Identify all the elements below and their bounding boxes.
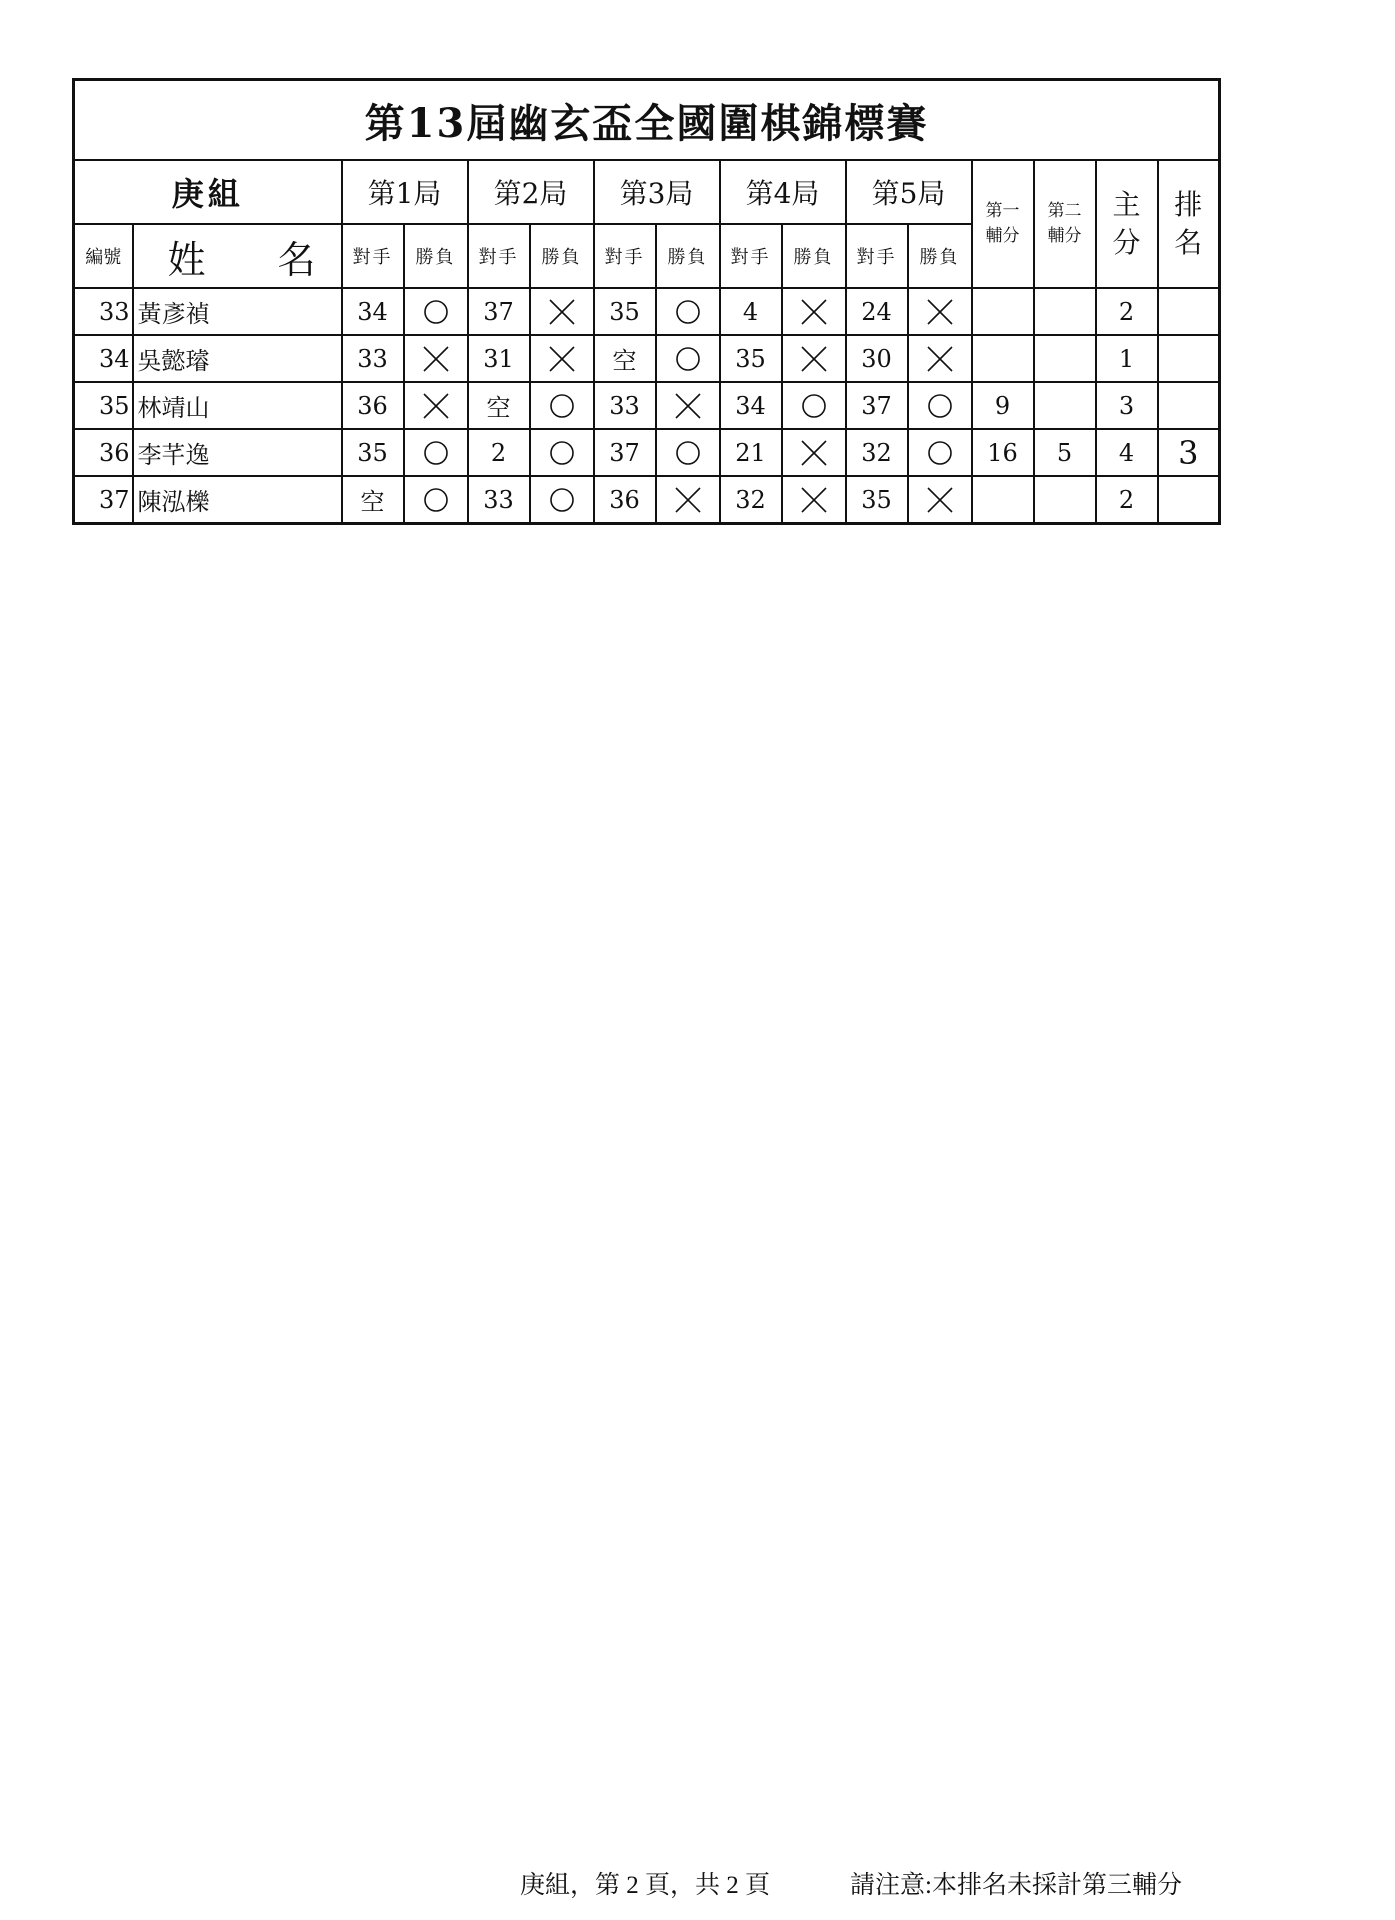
bonus1-header-line2: 輔分 bbox=[985, 226, 1020, 246]
main-score-cell: 2 bbox=[1096, 476, 1158, 524]
loss-cross-icon bbox=[925, 344, 955, 374]
bonus2-cell bbox=[1034, 288, 1096, 335]
rank-cell bbox=[1158, 335, 1220, 382]
rank-cell bbox=[1158, 382, 1220, 429]
main-score-cell: 3 bbox=[1096, 382, 1158, 429]
player-number: 36 bbox=[74, 429, 133, 476]
main-score-cell: 2 bbox=[1096, 288, 1158, 335]
opponent-cell: 36 bbox=[342, 382, 404, 429]
main-score-header-line1: 主 bbox=[1112, 188, 1141, 222]
win-circle-icon bbox=[673, 344, 703, 374]
round-5-header: 第5局 bbox=[846, 160, 972, 224]
opponent-cell: 34 bbox=[720, 382, 782, 429]
result-header: 勝負 bbox=[656, 224, 720, 288]
loss-cross-icon bbox=[673, 485, 703, 515]
rank-header-line1: 排 bbox=[1174, 188, 1203, 222]
result-cell bbox=[404, 335, 468, 382]
opponent-cell: 33 bbox=[342, 335, 404, 382]
number-column-header: 編號 bbox=[74, 224, 133, 288]
result-cell bbox=[404, 429, 468, 476]
win-circle-icon bbox=[925, 391, 955, 421]
opponent-cell: 37 bbox=[594, 429, 656, 476]
result-cell bbox=[782, 382, 846, 429]
footer-note: 請注意:本排名未採計第三輔分 bbox=[850, 1872, 1182, 1899]
win-circle-icon bbox=[925, 438, 955, 468]
opponent-cell: 24 bbox=[846, 288, 908, 335]
bonus1-cell: 9 bbox=[972, 382, 1034, 429]
loss-cross-icon bbox=[925, 297, 955, 327]
bonus1-cell bbox=[972, 335, 1034, 382]
opponent-cell: 36 bbox=[594, 476, 656, 524]
result-cell bbox=[782, 335, 846, 382]
opponent-cell: 35 bbox=[846, 476, 908, 524]
bonus1-cell bbox=[972, 476, 1034, 524]
result-cell bbox=[530, 476, 594, 524]
opponent-cell: 34 bbox=[342, 288, 404, 335]
result-header: 勝負 bbox=[530, 224, 594, 288]
rank-header bbox=[1158, 160, 1220, 288]
name-header-char1: 姓 bbox=[167, 237, 206, 282]
bonus2-header-line1: 第二 bbox=[1047, 200, 1082, 221]
result-cell bbox=[530, 288, 594, 335]
bonus2-header bbox=[1034, 160, 1096, 288]
result-cell bbox=[908, 335, 972, 382]
rank-cell bbox=[1158, 476, 1220, 524]
bonus2-header-line2: 輔分 bbox=[1047, 226, 1082, 246]
loss-cross-icon bbox=[547, 344, 577, 374]
loss-cross-icon bbox=[421, 391, 451, 421]
loss-cross-icon bbox=[673, 391, 703, 421]
page-title: 第13屆幽玄盃全國圍棋錦標賽 bbox=[74, 80, 1220, 161]
table-row bbox=[74, 429, 1220, 476]
win-circle-icon bbox=[799, 391, 829, 421]
player-number: 34 bbox=[74, 335, 133, 382]
opponent-header: 對手 bbox=[342, 224, 404, 288]
result-cell bbox=[782, 288, 846, 335]
win-circle-icon bbox=[547, 485, 577, 515]
opponent-cell: 35 bbox=[720, 335, 782, 382]
result-cell bbox=[656, 335, 720, 382]
opponent-cell: 2 bbox=[468, 429, 530, 476]
player-rows bbox=[74, 288, 1220, 524]
win-circle-icon bbox=[547, 438, 577, 468]
result-cell bbox=[656, 288, 720, 335]
name-header-char2: 名 bbox=[277, 237, 316, 282]
round-3-header: 第3局 bbox=[594, 160, 720, 224]
opponent-cell: 33 bbox=[594, 382, 656, 429]
player-name: 林靖山 bbox=[133, 382, 342, 429]
player-name: 吳懿璿 bbox=[133, 335, 342, 382]
round-2-header: 第2局 bbox=[468, 160, 594, 224]
opponent-cell: 4 bbox=[720, 288, 782, 335]
result-cell bbox=[530, 429, 594, 476]
round-1-header: 第1局 bbox=[342, 160, 468, 224]
main-score-cell: 4 bbox=[1096, 429, 1158, 476]
table-row bbox=[74, 382, 1220, 429]
main-score-header bbox=[1096, 160, 1158, 288]
bonus2-cell: 5 bbox=[1034, 429, 1096, 476]
group-label: 庚組 bbox=[74, 160, 342, 224]
player-name: 黃彥禎 bbox=[133, 288, 342, 335]
result-header: 勝負 bbox=[404, 224, 468, 288]
result-cell bbox=[404, 288, 468, 335]
result-cell bbox=[908, 429, 972, 476]
loss-cross-icon bbox=[799, 485, 829, 515]
loss-cross-icon bbox=[799, 438, 829, 468]
opponent-cell: 32 bbox=[846, 429, 908, 476]
result-cell bbox=[656, 382, 720, 429]
footer-page-info: 庚組，第 2 頁，共 2 頁 bbox=[520, 1872, 771, 1899]
rank-cell: 3 bbox=[1158, 429, 1220, 476]
opponent-header: 對手 bbox=[720, 224, 782, 288]
main-score-header-line2: 分 bbox=[1112, 226, 1141, 259]
opponent-cell: 32 bbox=[720, 476, 782, 524]
round-4-header: 第4局 bbox=[720, 160, 846, 224]
result-header: 勝負 bbox=[782, 224, 846, 288]
table-row bbox=[74, 335, 1220, 382]
result-cell bbox=[656, 429, 720, 476]
result-cell bbox=[782, 429, 846, 476]
player-name: 李芊逸 bbox=[133, 429, 342, 476]
win-circle-icon bbox=[673, 438, 703, 468]
win-circle-icon bbox=[673, 297, 703, 327]
bonus1-cell: 16 bbox=[972, 429, 1034, 476]
main-score-cell: 1 bbox=[1096, 335, 1158, 382]
opponent-cell: 33 bbox=[468, 476, 530, 524]
results-table bbox=[72, 78, 1221, 525]
rank-cell bbox=[1158, 288, 1220, 335]
table-row bbox=[74, 288, 1220, 335]
result-cell bbox=[782, 476, 846, 524]
page-footer bbox=[0, 1865, 1395, 1905]
rank-header-line2: 名 bbox=[1174, 226, 1203, 259]
opponent-cell: 35 bbox=[594, 288, 656, 335]
result-cell bbox=[908, 288, 972, 335]
player-number: 35 bbox=[74, 382, 133, 429]
bonus2-cell bbox=[1034, 335, 1096, 382]
bonus1-header-line1: 第一 bbox=[985, 200, 1020, 221]
player-number: 37 bbox=[74, 476, 133, 524]
player-number: 33 bbox=[74, 288, 133, 335]
loss-cross-icon bbox=[925, 485, 955, 515]
name-column-header bbox=[133, 224, 342, 288]
loss-cross-icon bbox=[799, 344, 829, 374]
opponent-cell: 31 bbox=[468, 335, 530, 382]
win-circle-icon bbox=[547, 391, 577, 421]
opponent-cell: 空 bbox=[468, 382, 530, 429]
loss-cross-icon bbox=[799, 297, 829, 327]
bonus2-cell bbox=[1034, 476, 1096, 524]
opponent-header: 對手 bbox=[468, 224, 530, 288]
opponent-cell: 空 bbox=[594, 335, 656, 382]
result-cell bbox=[656, 476, 720, 524]
opponent-cell: 30 bbox=[846, 335, 908, 382]
win-circle-icon bbox=[421, 438, 451, 468]
win-circle-icon bbox=[421, 297, 451, 327]
bonus2-cell bbox=[1034, 382, 1096, 429]
bonus1-header bbox=[972, 160, 1034, 288]
result-cell bbox=[908, 382, 972, 429]
player-name: 陳泓櫟 bbox=[133, 476, 342, 524]
win-circle-icon bbox=[421, 485, 451, 515]
opponent-cell: 37 bbox=[468, 288, 530, 335]
opponent-header: 對手 bbox=[594, 224, 656, 288]
table-row bbox=[74, 476, 1220, 524]
result-cell bbox=[530, 335, 594, 382]
result-cell bbox=[530, 382, 594, 429]
opponent-header: 對手 bbox=[846, 224, 908, 288]
result-cell bbox=[908, 476, 972, 524]
bonus1-cell bbox=[972, 288, 1034, 335]
result-cell bbox=[404, 382, 468, 429]
loss-cross-icon bbox=[421, 344, 451, 374]
opponent-cell: 21 bbox=[720, 429, 782, 476]
opponent-cell: 35 bbox=[342, 429, 404, 476]
result-header: 勝負 bbox=[908, 224, 972, 288]
result-cell bbox=[404, 476, 468, 524]
opponent-cell: 37 bbox=[846, 382, 908, 429]
opponent-cell: 空 bbox=[342, 476, 404, 524]
loss-cross-icon bbox=[547, 297, 577, 327]
